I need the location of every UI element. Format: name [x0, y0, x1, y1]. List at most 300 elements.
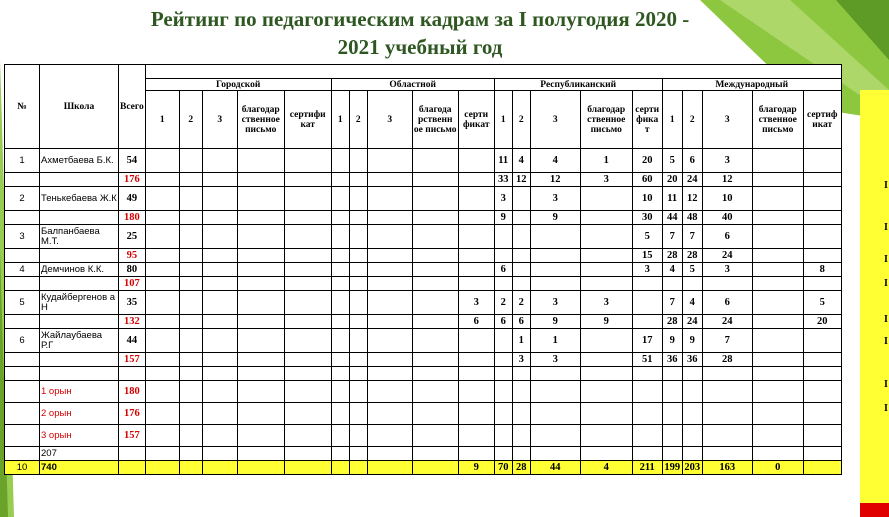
sub-region-1: 1 — [331, 91, 349, 149]
row-total: 44 — [119, 329, 146, 353]
score-cell — [349, 315, 367, 329]
row-number — [5, 447, 40, 461]
empty-cell — [367, 381, 412, 403]
score-cell — [284, 291, 331, 315]
empty-cell — [702, 403, 752, 425]
empty-cell — [682, 403, 702, 425]
score-cell — [412, 263, 458, 277]
score-cell — [179, 329, 202, 353]
empty-cell — [580, 403, 632, 425]
empty-cell — [237, 425, 284, 447]
score-cell — [412, 173, 458, 187]
row-number — [5, 315, 40, 329]
empty-cell — [752, 403, 803, 425]
score-cell — [284, 353, 331, 367]
empty-cell — [331, 367, 349, 381]
empty-cell — [580, 367, 632, 381]
score-cell — [349, 225, 367, 249]
score-cell — [349, 277, 367, 291]
score-cell — [632, 277, 662, 291]
empty-cell — [702, 367, 752, 381]
header-school: Школа — [40, 65, 119, 149]
score-cell — [752, 291, 803, 315]
empty-cell — [512, 425, 530, 447]
right-edge-mark: I — [884, 254, 888, 265]
teacher-name — [40, 353, 119, 367]
score-cell: 12 — [702, 173, 752, 187]
empty-cell — [145, 403, 179, 425]
score-cell: 2 — [494, 291, 512, 315]
score-cell — [458, 249, 494, 263]
empty-cell — [662, 403, 682, 425]
score-cell — [179, 315, 202, 329]
empty-cell — [494, 367, 512, 381]
score-cell: 20 — [632, 149, 662, 173]
score-cell — [145, 263, 179, 277]
score-cell — [202, 149, 237, 173]
table-row — [5, 353, 842, 367]
table-row — [5, 211, 842, 225]
score-cell — [331, 263, 349, 277]
total-cell — [367, 461, 412, 475]
row-total: 157 — [119, 353, 146, 367]
empty-cell — [662, 381, 682, 403]
teacher-name — [40, 211, 119, 225]
right-edge-mark: I — [884, 336, 888, 347]
empty-cell — [145, 447, 179, 461]
sub-international-cert: сертиф икат — [803, 91, 841, 149]
score-cell: 28 — [682, 249, 702, 263]
score-cell: 12 — [682, 187, 702, 211]
empty-cell — [237, 381, 284, 403]
empty-cell — [349, 403, 367, 425]
empty-cell — [662, 367, 682, 381]
empty-cell — [803, 447, 841, 461]
empty-cell — [145, 381, 179, 403]
score-cell — [179, 263, 202, 277]
score-cell: 4 — [512, 149, 530, 173]
score-cell — [367, 353, 412, 367]
score-cell — [530, 249, 580, 263]
score-cell — [803, 173, 841, 187]
total-cell — [349, 461, 367, 475]
score-cell — [331, 211, 349, 225]
sub-republic-cert: серти фика т — [632, 91, 662, 149]
score-cell: 3 — [530, 353, 580, 367]
total-cell — [331, 461, 349, 475]
score-cell — [284, 149, 331, 173]
score-cell: 7 — [662, 225, 682, 249]
score-cell: 1 — [530, 329, 580, 353]
empty-cell — [702, 447, 752, 461]
score-cell — [367, 149, 412, 173]
empty-cell — [530, 425, 580, 447]
score-cell — [412, 291, 458, 315]
row-number: 4 — [5, 263, 40, 277]
score-cell — [458, 353, 494, 367]
empty-cell — [530, 403, 580, 425]
score-cell: 4 — [662, 263, 682, 277]
empty-cell — [752, 381, 803, 403]
score-cell — [512, 211, 530, 225]
empty-cell — [682, 447, 702, 461]
total-cell — [179, 461, 202, 475]
table-row — [5, 291, 842, 315]
score-cell — [412, 187, 458, 211]
empty-cell — [412, 425, 458, 447]
sub-international-3: 3 — [702, 91, 752, 149]
score-cell — [580, 353, 632, 367]
sub-international-1: 1 — [662, 91, 682, 149]
row-number — [5, 249, 40, 263]
score-cell — [145, 149, 179, 173]
sub-international-letter: благодар ственное письмо — [752, 91, 803, 149]
empty-cell — [494, 403, 512, 425]
score-cell: 12 — [512, 173, 530, 187]
score-cell — [580, 277, 632, 291]
score-cell — [512, 263, 530, 277]
score-cell — [412, 353, 458, 367]
score-cell — [331, 277, 349, 291]
score-cell — [349, 291, 367, 315]
teacher-name: Жайлаубаева Р.Г — [40, 329, 119, 353]
score-cell — [494, 277, 512, 291]
header-level-region: Областной — [331, 79, 494, 91]
empty-cell — [752, 447, 803, 461]
score-cell — [752, 277, 803, 291]
score-cell: 28 — [662, 315, 682, 329]
score-cell: 6 — [494, 263, 512, 277]
empty-cell — [458, 447, 494, 461]
empty-cell — [632, 381, 662, 403]
empty-cell — [284, 381, 331, 403]
score-cell: 15 — [632, 249, 662, 263]
score-cell: 3 — [530, 187, 580, 211]
score-cell: 10 — [702, 187, 752, 211]
row-total: 49 — [119, 187, 146, 211]
score-cell — [145, 225, 179, 249]
empty-cell — [145, 367, 179, 381]
score-cell — [367, 315, 412, 329]
score-cell — [803, 277, 841, 291]
table-row — [5, 149, 842, 173]
score-cell — [367, 249, 412, 263]
sub-region-cert: серти фикат — [458, 91, 494, 149]
row-total: 80 — [119, 263, 146, 277]
row-total: 107 — [119, 277, 146, 291]
empty-cell — [119, 461, 146, 475]
score-cell — [331, 187, 349, 211]
header-total: Всего — [119, 65, 146, 149]
score-cell — [530, 225, 580, 249]
row-number: 3 — [5, 225, 40, 249]
score-cell — [494, 329, 512, 353]
score-cell: 3 — [512, 353, 530, 367]
score-cell — [580, 249, 632, 263]
empty-cell — [458, 403, 494, 425]
empty-cell — [179, 381, 202, 403]
score-cell — [145, 249, 179, 263]
score-cell: 44 — [662, 211, 682, 225]
score-cell: 7 — [682, 225, 702, 249]
score-cell: 6 — [458, 315, 494, 329]
score-cell — [803, 225, 841, 249]
empty-cell — [284, 367, 331, 381]
score-cell — [367, 225, 412, 249]
place-row — [5, 425, 842, 447]
empty-cell — [682, 425, 702, 447]
score-cell — [412, 211, 458, 225]
score-cell: 3 — [702, 149, 752, 173]
empty-cell — [202, 447, 237, 461]
table-row — [5, 277, 842, 291]
row-number: 1 — [5, 149, 40, 173]
score-cell — [284, 211, 331, 225]
empty-cell — [367, 403, 412, 425]
empty-cell — [331, 425, 349, 447]
score-cell: 4 — [530, 149, 580, 173]
empty-cell — [179, 425, 202, 447]
empty-cell — [284, 403, 331, 425]
empty-cell — [702, 425, 752, 447]
total-cell: 44 — [530, 461, 580, 475]
empty-cell — [202, 403, 237, 425]
score-cell — [803, 149, 841, 173]
score-cell — [458, 211, 494, 225]
score-cell — [179, 211, 202, 225]
score-cell — [349, 329, 367, 353]
red-corner-block — [860, 503, 889, 517]
score-cell — [458, 187, 494, 211]
score-cell — [145, 211, 179, 225]
sub-city-3: 3 — [202, 91, 237, 149]
empty-cell — [682, 381, 702, 403]
empty-cell — [803, 367, 841, 381]
score-cell — [367, 329, 412, 353]
score-cell — [179, 291, 202, 315]
score-cell: 48 — [682, 211, 702, 225]
table-row-blank — [5, 367, 842, 381]
score-cell: 60 — [632, 173, 662, 187]
empty-cell — [580, 447, 632, 461]
score-cell — [202, 249, 237, 263]
score-cell — [349, 263, 367, 277]
empty-cell — [179, 403, 202, 425]
score-cell: 17 — [632, 329, 662, 353]
empty-cell — [632, 447, 662, 461]
score-cell — [752, 263, 803, 277]
empty-cell — [349, 447, 367, 461]
score-cell — [458, 149, 494, 173]
total-cell: 163 — [702, 461, 752, 475]
score-cell: 30 — [632, 211, 662, 225]
table-body — [5, 149, 842, 475]
row-number: 6 — [5, 329, 40, 353]
score-cell — [803, 329, 841, 353]
place-label: 3 орын — [40, 425, 119, 447]
empty-cell — [632, 367, 662, 381]
score-cell — [237, 291, 284, 315]
empty-cell — [331, 447, 349, 461]
score-cell — [202, 353, 237, 367]
total-row-number: 10 — [5, 461, 40, 475]
score-cell: 9 — [530, 211, 580, 225]
score-cell — [179, 249, 202, 263]
score-cell: 5 — [803, 291, 841, 315]
score-cell — [512, 277, 530, 291]
score-cell — [284, 173, 331, 187]
score-cell — [632, 315, 662, 329]
empty-cell — [512, 381, 530, 403]
empty-cell — [331, 403, 349, 425]
score-cell — [458, 225, 494, 249]
score-cell — [752, 353, 803, 367]
score-cell: 7 — [702, 329, 752, 353]
sub-republic-2: 2 — [512, 91, 530, 149]
score-cell — [752, 211, 803, 225]
empty-cell — [530, 367, 580, 381]
table-row — [5, 329, 842, 353]
score-cell — [202, 315, 237, 329]
score-cell — [331, 291, 349, 315]
score-cell — [803, 211, 841, 225]
score-cell: 5 — [662, 149, 682, 173]
score-cell — [349, 187, 367, 211]
title-line-2: 2021 учебный год — [337, 35, 503, 59]
score-cell — [331, 249, 349, 263]
empty-cell — [284, 425, 331, 447]
empty-cell — [237, 447, 284, 461]
score-cell — [752, 249, 803, 263]
total-cell: 9 — [458, 461, 494, 475]
teacher-name: Демчинов К.К. — [40, 263, 119, 277]
empty-cell — [367, 425, 412, 447]
empty-cell — [580, 425, 632, 447]
score-cell — [237, 315, 284, 329]
rating-table — [4, 64, 842, 475]
sub-republic-3: 3 — [530, 91, 580, 149]
score-cell: 6 — [682, 149, 702, 173]
place-label: 2 орын — [40, 403, 119, 425]
row-number — [5, 353, 40, 367]
score-cell — [145, 187, 179, 211]
header-top-row — [5, 65, 842, 79]
score-cell — [145, 277, 179, 291]
score-cell — [367, 211, 412, 225]
header-blank — [145, 65, 841, 79]
empty-cell — [632, 425, 662, 447]
grand-total: 740 — [40, 461, 119, 475]
score-cell — [752, 149, 803, 173]
table-row — [5, 173, 842, 187]
score-cell — [331, 173, 349, 187]
score-cell — [145, 353, 179, 367]
score-cell — [145, 315, 179, 329]
score-cell — [494, 249, 512, 263]
score-cell: 2 — [512, 291, 530, 315]
score-cell: 3 — [580, 173, 632, 187]
row-total: 180 — [119, 211, 146, 225]
score-cell — [331, 149, 349, 173]
score-cell — [752, 225, 803, 249]
row-number — [5, 381, 40, 403]
score-cell — [512, 187, 530, 211]
row-number: 2 — [5, 187, 40, 211]
score-cell — [367, 187, 412, 211]
empty-cell — [494, 381, 512, 403]
score-cell — [752, 173, 803, 187]
score-cell — [331, 353, 349, 367]
score-cell — [580, 211, 632, 225]
score-cell — [284, 249, 331, 263]
score-cell: 3 — [530, 291, 580, 315]
score-cell — [458, 263, 494, 277]
row-number — [5, 173, 40, 187]
score-cell — [349, 149, 367, 173]
total-cell: 70 — [494, 461, 512, 475]
score-cell — [237, 225, 284, 249]
score-cell — [412, 315, 458, 329]
score-cell — [237, 353, 284, 367]
empty-cell — [803, 403, 841, 425]
score-cell: 1 — [580, 149, 632, 173]
empty-cell — [512, 403, 530, 425]
score-cell — [580, 187, 632, 211]
score-cell — [458, 173, 494, 187]
score-cell — [284, 263, 331, 277]
teacher-name: Тенькебаева Ж.К — [40, 187, 119, 211]
score-cell — [803, 249, 841, 263]
score-cell — [202, 187, 237, 211]
score-cell — [237, 149, 284, 173]
score-cell: 7 — [662, 291, 682, 315]
score-cell — [202, 277, 237, 291]
score-cell: 4 — [682, 291, 702, 315]
empty-cell — [367, 367, 412, 381]
teacher-name: Балпанбаева М.Т. — [40, 225, 119, 249]
score-cell — [349, 353, 367, 367]
place-row — [5, 381, 842, 403]
right-edge-mark: I — [884, 278, 888, 289]
empty-cell — [512, 447, 530, 461]
score-cell — [367, 291, 412, 315]
score-cell — [752, 187, 803, 211]
score-cell: 9 — [580, 315, 632, 329]
score-cell: 6 — [494, 315, 512, 329]
score-cell — [284, 225, 331, 249]
sub-international-2: 2 — [682, 91, 702, 149]
score-cell — [752, 315, 803, 329]
empty-cell — [662, 425, 682, 447]
total-cell: 4 — [580, 461, 632, 475]
empty-cell — [458, 367, 494, 381]
score-cell — [202, 291, 237, 315]
score-cell — [494, 225, 512, 249]
score-cell — [179, 149, 202, 173]
empty-cell — [412, 403, 458, 425]
empty-cell — [202, 425, 237, 447]
teacher-name — [40, 277, 119, 291]
empty-cell — [458, 425, 494, 447]
score-cell — [237, 277, 284, 291]
score-cell — [458, 329, 494, 353]
empty-cell — [119, 447, 146, 461]
score-cell: 24 — [702, 249, 752, 263]
right-edge-mark: I — [884, 180, 888, 191]
score-cell — [237, 329, 284, 353]
score-cell — [237, 249, 284, 263]
score-cell — [202, 211, 237, 225]
